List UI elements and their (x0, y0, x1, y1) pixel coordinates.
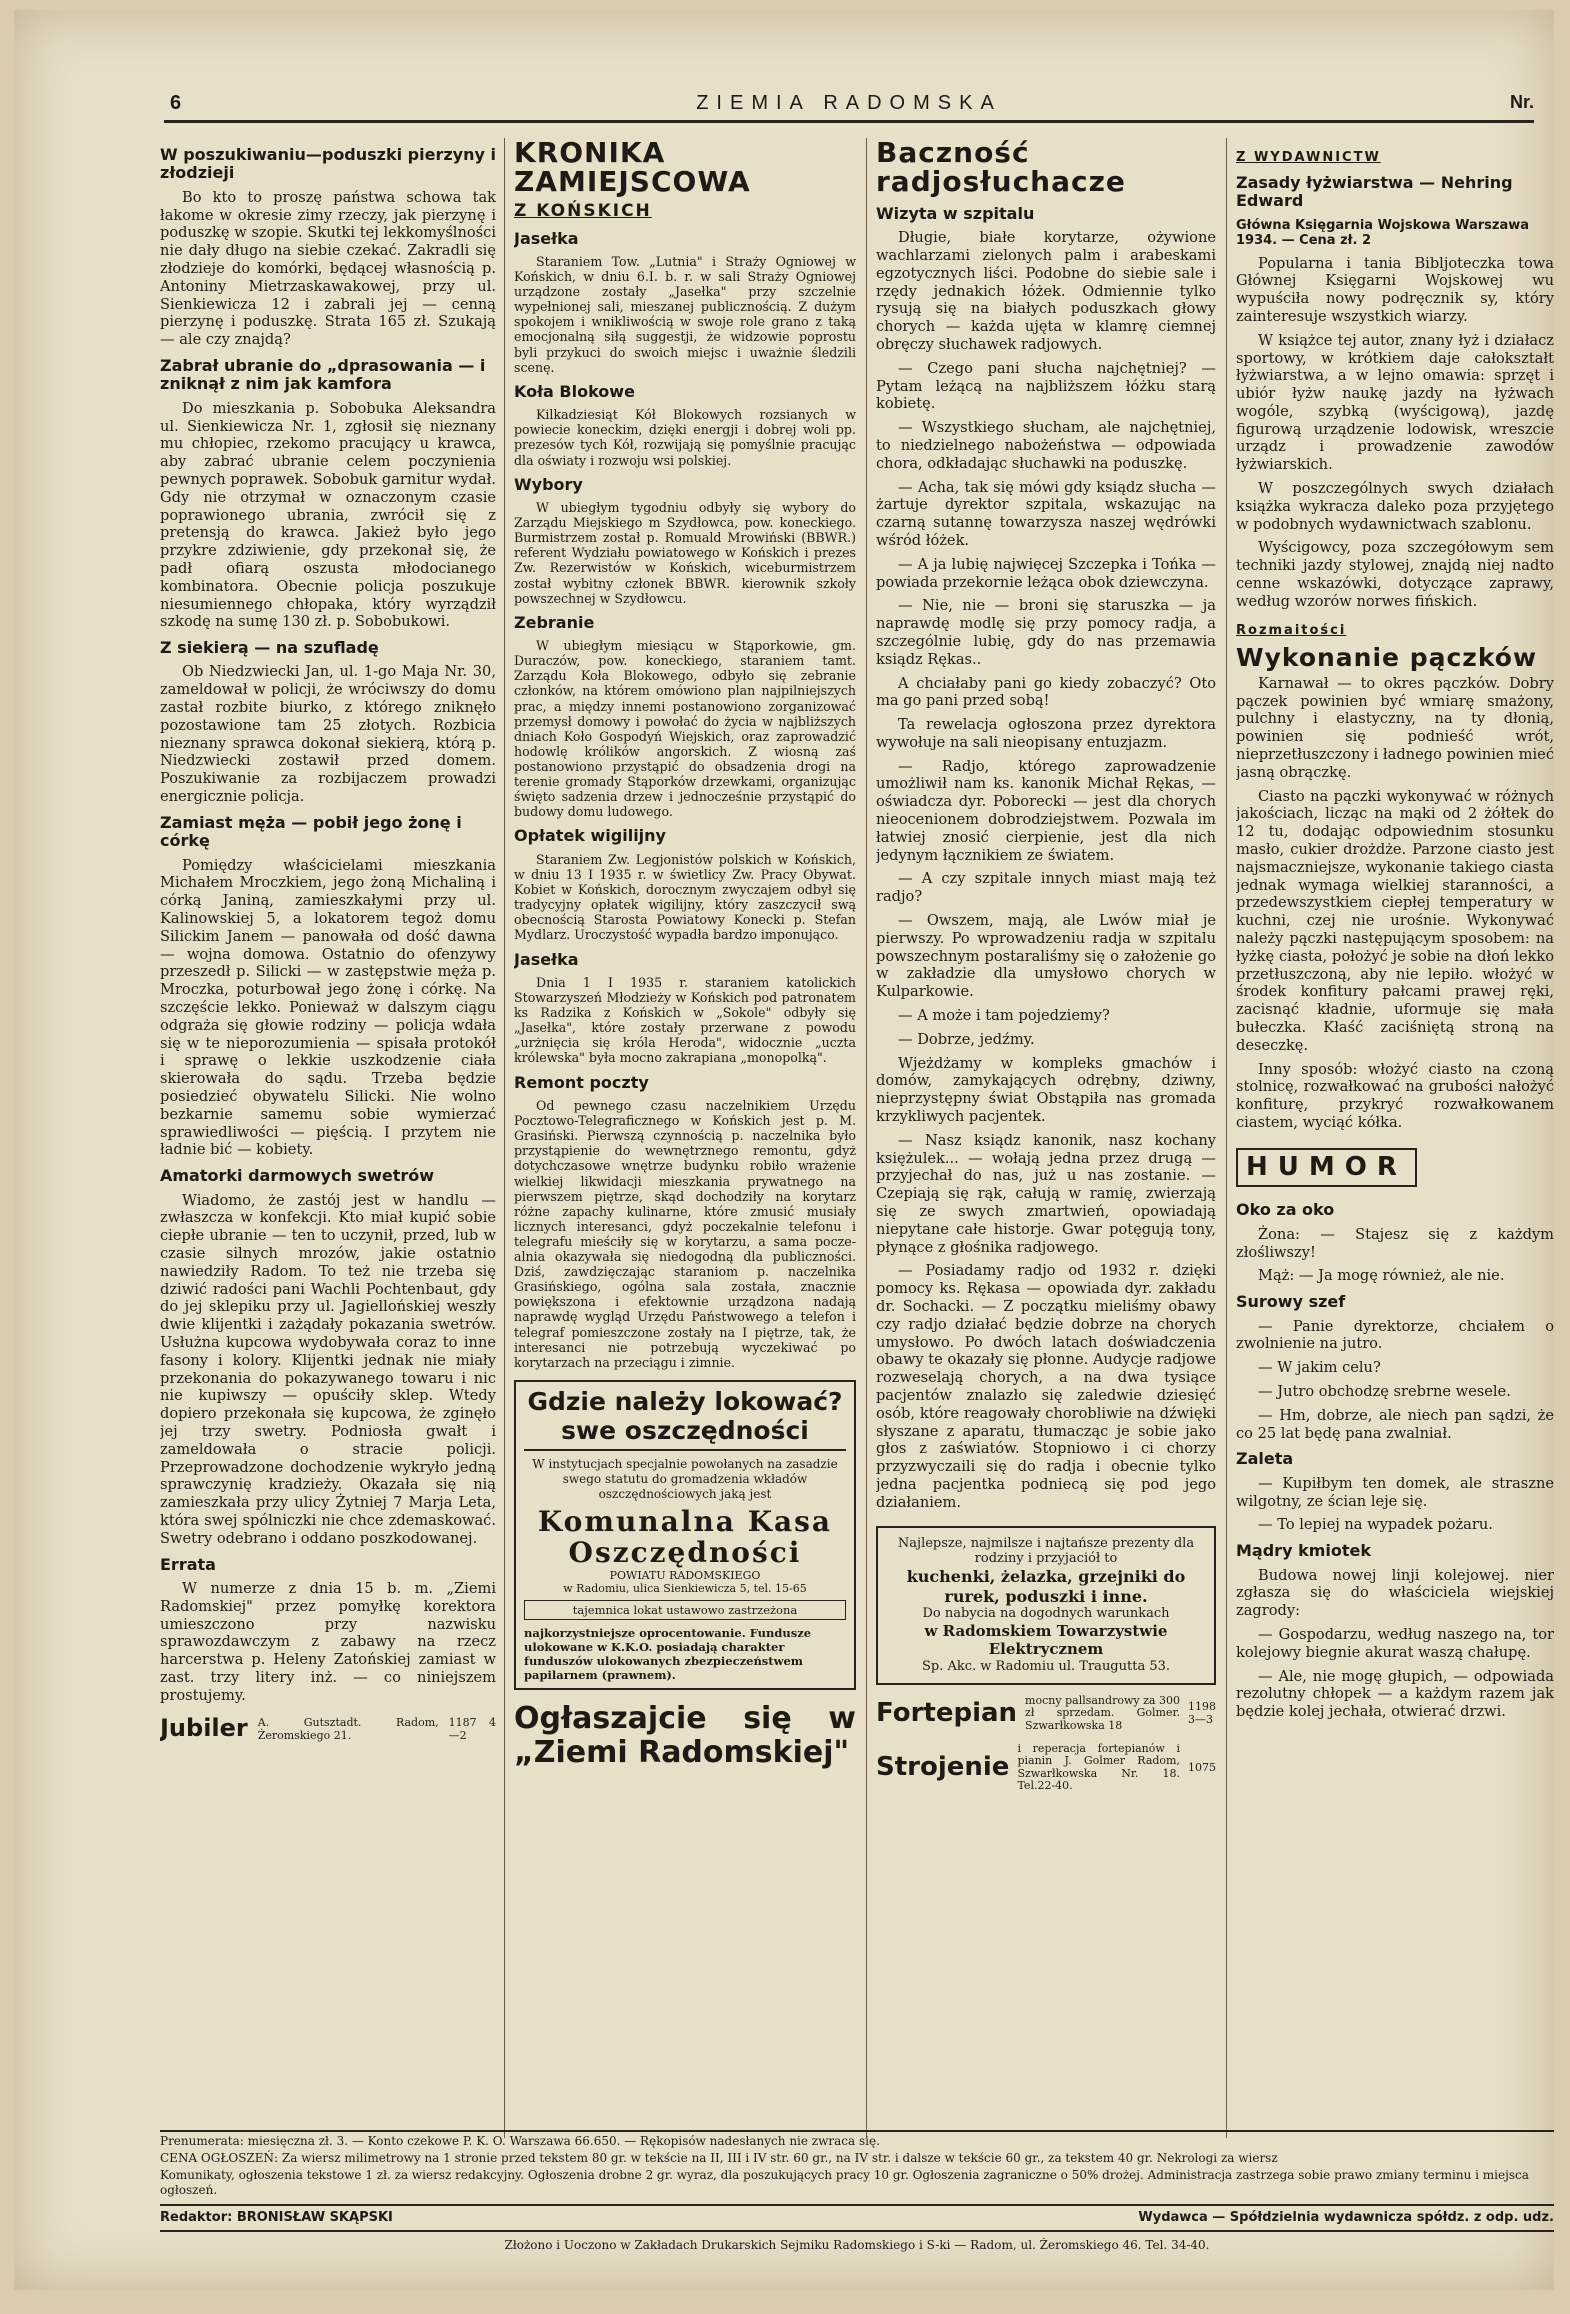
article-paragraph: Bo kto to proszę państwa schowa tak łakome w okresie zimy rzeczy, jak pierzynę i poduszkę w szopie. Skutki tej lekkomyślności nie dały długo na siebie czekać. Zakradli się złodzieje do komórki, będącej własnością p. Antoniny Mietrzaskawakowej, przy ul. Sienkiewicza 12 i zabrali jej — cenną pierzynę i poduszkę. Strata 165 zł. Szukają — ale czy znajdą? (160, 188, 496, 349)
article-paragraph: Od pewnego czasu naczelnikiem Urzędu Pocztowo-Telegraficznego w Końskich jest p. M. Grasiński. Pierwszą czynnością p. naczelnika było przystąpienie do wewnętrznego remontu, gdyż dotychczasowe wnętrze budynku robiło wrażenie wielkiej likwidacji mieszkania prywatnego na pierwszem piętrze, skąd dochodziły na korytarz różne zapachy kulinarne, które zmusić musiały licznych interesanci, gdyż poczekalnie telefonu i telegrafu mieściły się w korytarzu, a sama pocze-alnia okazywała się niedogodną dla publiczności. Dziś, zawdzięczając staraniom p. naczelnika Grasińskiego, ogólna sala została, znacznie powiększona i efektownie urządzona nadają naprawdę wygląd Urzędu Państwowego a telefon i telegraf pomieszczone zostały na I piętrze, tak, że interesanci nie potrzebują wyczekiwać po korytarzach na przeciągu i zimnie. (514, 1097, 856, 1370)
section-title: KRONIKA ZAMIEJSCOWA (514, 138, 751, 199)
column-rule (504, 138, 505, 2138)
ad-headline: Gdzie należy lokować? swe oszczędności (524, 1388, 846, 1452)
issue-number: Nr. (1509, 92, 1534, 112)
ad-intro: Najlepsze, najmilsze i najtańsze prezenty dla rodziny i przyjaciół to (897, 1535, 1195, 1567)
article-title: Zasady łyżwiarstwa — Nehring Edward (1236, 172, 1513, 211)
article-paragraph: — Nasz ksiądz kanonik, nasz kochany księżulek... — wołają jedna przez drugą — przyjechał do nas, już u nas zostanie. — Czepiają się rąk, całują w ramię, zwierzają się ze swych zmartwień, opowiadają niepytane całe historje. Gwar potęgują tony, płynące z głośnika radjowego. (876, 1131, 1216, 1256)
article-title: Remont poczty (514, 1072, 649, 1092)
article-paragraph: Staraniem Tow. „Lutnia" i Straży Ogniowej w Końskich, w dniu 6.I. b. r. w sali Straży Ogniowej urządzone zostały „Jasełka" przy szczelnie wypełnionej sali, mieszanej publicznością. Z dużym spokojem i wnikliwością w swoje role grano z taką emocjonalną siłą suggestji, że widzowie poprostu byli przykuci do swoich miejsc i uważnie śledzili scenę. (514, 253, 856, 375)
article-paragraph: — Acha, tak się mówi gdy ksiądz słucha — żartuje dyrektor szpitala, wskazując na czarną sutannę towarzysza naszej wędrówki wśród łóżek. (876, 478, 1216, 549)
article-paragraph: Dnia 1 I 1935 r. staraniem katolickich Stowarzyszeń Młodzieży w Końskich pod patronatem ks Radzika z Końskich w „Sokole" odbyły się „Jasełka", które zostały przerwane z powodu „urżnięcia się króla Heroda", widocznie „uczta królewska" była mocno zakrapiana „monopolką". (514, 974, 856, 1066)
joke-line: — Gospodarzu, według naszego na, tor kolejowy biegnie akurat waszą chałupę. (1236, 1625, 1554, 1661)
bank-name: Komunalna Kasa Oszczędności (537, 1505, 833, 1570)
article-paragraph: — Nie, nie — broni się staruszka — ja naprawdę modlę się przy pomocy radja, a szczególnie lubię, gdy do nas przemawia ksiądz Rękas.. (876, 597, 1216, 668)
page-number: 6 (170, 92, 182, 114)
article-title: Opłatek wigilijny (514, 826, 666, 846)
joke-title: Surowy szef (1236, 1292, 1346, 1312)
article-paragraph: W ubiegłym tygodniu odbyły się wybory do Zarządu Miejskiego m Szydłowca, pow. koneckiego. Burmistrzem został p. Romuald Mrowiński (BBWR.) referent Wydziału powiatowego w Końskich i prezes Zw. Rezerwistów w Końskich, wiceburmistrzem został wybitny członek BBWR. kierownik szkoły powszechnej w Szydłowcu. (514, 500, 856, 606)
newspaper-page (14, 10, 1554, 2290)
joke-line: — W jakim celu? (1258, 1359, 1381, 1377)
ad-ref: 1187 4—2 (448, 1715, 496, 1743)
article-title: Wykonanie pączków (1236, 642, 1538, 672)
publisher: Wydawca — Spółdzielnia wydawnicza spółdz. z odp. udz. (1138, 2210, 1554, 2225)
bank-ad (514, 1380, 856, 1690)
article-paragraph: Karnawał — to okres pączków. Dobry pączek powinien być wmiarę smażony, pulchny i elastyczny, na ty dłonią, powinien się podnieść wrót, nieprzetłuszczony i ładnego powinien mieć jasną obrączkę. (1236, 674, 1554, 781)
bank-sub: POWIATU RADOMSKIEGO (609, 1568, 761, 1582)
editor: Redaktor: BRONISŁAW SKĄPSKI (160, 2210, 393, 2225)
article-paragraph: — Dobrze, jedźmy. (898, 1030, 1035, 1048)
article-paragraph: — A ja lubię najwięcej Szczepka i Tońka — powiada przekornie leżąca obok dziewczyna. (876, 555, 1216, 591)
article-paragraph: Popularna i tania Bibljoteczka towa Głównej Księgarni Wojskowej wu wypuściła nowy podręcznik sy, który zainteresuje wszystkich wiarzy. (1236, 254, 1554, 325)
ad-word: Strojenie (876, 1751, 1010, 1782)
article-paragraph: W poszczególnych swych działach książka wykracza daleko poza przyjętego w podobnych wydawnictwach szablonu. (1236, 480, 1554, 533)
article-title: Jasełka (514, 228, 579, 248)
joke-line: — Ale, nie mogę głupich, — odpowiada rezolutny chłopek — a każdym razem jak będzie kolej jechała, otwierać drzwi. (1236, 1667, 1554, 1721)
ad-ref: 1198 3—3 (1188, 1699, 1216, 1726)
joke-line: — Panie dyrektorze, chciałem o zwolnienie na jutro. (1236, 1317, 1554, 1353)
humor-header: HUMOR (1236, 1148, 1417, 1188)
article-title: Amatorki darmowych swetrów (160, 1166, 435, 1186)
article-paragraph: Wjeżdżamy w kompleks gmachów i domów, zamykających odrębny, dziwny, nieprzystępny świat Obstąpiła nas gromada krzykliwych pacjentek. (876, 1054, 1216, 1126)
joke-line: Mąż: — Ja mogę również, ale nie. (1258, 1267, 1505, 1285)
joke-line: — To lepiej na wypadek pożaru. (1258, 1516, 1493, 1534)
article-paragraph: Wyścigowcy, poza szczegółowym sem techniki jazdy stylowej, znajdą niej nadto cenne wskazówki, dotyczące zaprawy, według wzorów norwes fińskich. (1236, 539, 1554, 610)
section-label: Rozmaitości (1236, 622, 1347, 638)
ad-goods: kuchenki, żelazka, grzejniki do rurek, poduszki i inne. (906, 1567, 1186, 1606)
article-title: Wybory (514, 474, 583, 494)
fortepian-ad (876, 1695, 1216, 1733)
article-title: Koła Blokowe (514, 381, 635, 401)
publication-info: Główna Księgarnia Wojskowa Warszawa 1934. — Cena zł. 2 (1236, 217, 1530, 248)
ad-terms: Do nabycia na dogodnych warunkach (922, 1606, 1170, 1622)
article-paragraph: Ta rewelacja ogłoszona przez dyrektora wywołuje na sali nieopisany entuzjazm. (876, 716, 1216, 751)
article-paragraph: Długie, białe korytarze, ożywione wachlarzami zielonych palm i arabeskami egzotycznych liści. Podobne do siebie sale i rzędy jednakich łóżek. Odmiennie tylko rysują się na białych poduszkach głowy chorych — każda ujęta w klamrę ciemnej obręczy słuchawek radjowych. (876, 229, 1216, 353)
joke-title: Zaleta (1236, 1449, 1294, 1469)
electric-ad (876, 1526, 1216, 1685)
masthead: ZIEMIA RADOMSKA (696, 92, 1002, 114)
page-footer (160, 2130, 1554, 2253)
column-rule (866, 138, 867, 2138)
article-paragraph: — Owszem, mają, ale Lwów miał je pierwszy. Po wprowadzeniu radja w szpitalu powszechnym postaraliśmy się o założenie go w zakładzie dla umysłowo chorych w Kulparkowie. (876, 912, 1216, 1001)
footer-ad-prices: CENA OGŁOSZEŃ: Za wiersz milimetrowy na 1 stronie przed tekstem 80 gr. w tekście na II, III i IV str. 60 gr., na IV str. i dalsze w tekście 60 gr., za tekstem 40 gr. Nekrologi za wiersz (160, 2151, 1278, 2165)
ad-word: Jubiler (160, 1714, 248, 1743)
advertise-call: Ogłaszajcie się w „Ziemi Radomskiej" (514, 1700, 856, 1771)
article-paragraph: — Wszystkiego słucham, ale najchętniej, to niedzielnego nabożeństwa — odpowiada chora, odkładając słuchawki na poduszkę. (876, 419, 1216, 472)
ad-word: Fortepian (876, 1697, 1018, 1728)
article-paragraph: — Radjo, którego zaprowadzenie umożliwił nam ks. kanonik Michał Rękas, — oświadcza dyr. Poborecki — jest dla chorych nieocenionem dobrodziejstwem. Pozwala im łatwiej znosić cierpienie, jest dla nich jedynym łącznikiem ze światem. (876, 757, 1216, 864)
section-label: Z WYDAWNICTW (1236, 150, 1381, 165)
article-title: Z siekierą — na szufladę (160, 638, 379, 658)
joke-line: — Kupiłbym ten domek, ale straszne wilgotny, ze ścian leje się. (1236, 1474, 1554, 1510)
article-paragraph: Pomiędzy właścicielami mieszkania Michałem Mroczkiem, jego żoną Michaliną i córką Janiną, zamieszkałymi przy ul. Kalinowskiej 5, a lokatorem tegoż domu Silickim Janem — panowała od dość dawna — wojna domowa. Ostatnio do ofenzywy przeszedł p. Silicki — w zastępstwie męża p. Mroczka, poturbował jego żonę i córkę. Na szczęście lekko. Ponieważ w dalszym ciągu odgraża się głowie rodziny — policja wdała się w te nieporozumienia — spisała protokół i sprawę o lekkie uszkodzenie ciała skierowała do sądu. Trzeba będzie posiedzieć obywatelu Silicki. Nie wolno bezkarnie samemu sobie wymierzać sprawiedliwości — pięścią. I przytem nie ładnie bić — kobiety. (160, 856, 496, 1159)
article-paragraph: W ubiegłym miesiącu w Stąporkowie, gm. Duraczów, pow. koneckiego, staraniem tamt. Zarządu Koła Blokowego, odbyło się zebranie członków, na którem omówiono plan najpilniejszych prac, a między innemi postanowiono zorganizować przemysł domowy i powołać do życia w najbliższych dniach Koło Gospodyń Wiejskich, oraz zaprowadzić hodowlę królików angorskich. Z wiosną zaś postanowiono przystąpić do obsadzenia drogi na terenie gromady Stąporków drzewkami, organizując święto sadzenia drzew i jednocześnie przystąpić do budowy domu ludowego. (514, 638, 856, 820)
article-paragraph: Ciasto na pączki wykonywać w różnych jakościach, licząc na mąki od 2 żółtek do 12 tu, dodając odpowiednim stosunku masło, cukier drożdże. Parzone ciasto jest najsmaczniejsze, wykonanie takiego ciasta jednak wymaga wielkiej staranności, a przedewszystkiem ciepłej temperatury w kuchni, czej nie urośnie. Wykonywać należy pączki następującym sposobem: na łyżkę ciasta, położyć je sobie na dłoń lekko przetłuszczoną, aby nie lepiło. włożyć w środek konfitury pałcami prawej ręki, zacisnąć kładnie, uformuje się mała bułeczka. Kłaść zaciśniętą stroną na deseczkę. (1236, 787, 1554, 1054)
joke-line: Żona: — Stajesz się z każdym złośliwszy! (1236, 1225, 1554, 1261)
joke-line: — Hm, dobrze, ale niech pan sądzi, że co 25 lat będę pana zwalniał. (1236, 1406, 1554, 1442)
bank-note: tajemnica lokat ustawowo zastrzeżona (524, 1600, 846, 1620)
column-4 (1236, 138, 1554, 2118)
article-title: Errata (160, 1554, 216, 1574)
footer-subscription: Prenumerata: miesięczna zł. 3. — Konto czekowe P. K. O. Warszawa 66.650. — Rękopisów nadesłanych nie zwraca się. (160, 2134, 880, 2148)
ad-intro: W instytucjach specjalnie powołanych na zasadzie swego statutu do gromadzenia wkładów oszczędnościowych jaką jest (532, 1457, 838, 1501)
ad-details: A. Gutsztadt. Radom, Żeromskiego 21. (257, 1715, 439, 1743)
ad-ref: 1075 (1188, 1760, 1216, 1774)
article-paragraph: Staraniem Zw. Legjonistów polskich w Końskich, w dniu 13 I 1935 r. w świetlicy Zw. Pracy Obywat. Kobiet w Końskich, dorocznym zwyczajem odbył się tradycyjny opłatek wigilijny, który zaszczycił swą obecnością Starosta Powiatowy Konecki p. Stefan Mydlarz. Uroczystość wypadła bardzo imponująco. (514, 851, 856, 943)
ad-details: mocny pallsandrowy za 300 zł sprzedam. Golmer. Szwarłkowska 18 (1025, 1693, 1180, 1732)
article-paragraph: Kilkadziesiąt Kół Blokowych rozsianych w powiecie koneckim, dzięki energji i dobrej woli pp. prezesów tych Kół, rozwijają się pomyślnie pracując dla oświaty i rozwoju wsi polskiej. (514, 407, 856, 468)
jubiler-ad (160, 1714, 496, 1743)
article-title: Wizyta w szpitalu (876, 203, 1035, 223)
section-subtitle: Z KOŃSKICH (514, 200, 652, 221)
article-paragraph: Wiadomo, że zastój jest w handlu — zwłaszcza w konfekcji. Kto miał kupić sobie ciepłe ubranie — ten to uczynił, przed, lub w czasie silnych mrozów, jakie ostatnio nawiedziły Radom. To też nie trzeba się dziwić radości pani Wachli Pochtenbaut, gdy do jej sklepiku przy ul. Jagiellońskiej weszły dwie klijentki i zażądały pokazania swetrów. Usłużna kupcowa wydobywała coraz to inne fasony i kolory. Klijentki jednak nie miały przekonania do pokazywanego towaru i nic nie kupiwszy — opuściły sklep. Wtedy dopiero przekonała się kupcowa, że zginęło jej trzy swetry. Podniosła gwałt i zameldowała o stracie policji. Przeprowadzone dochodzenie wykryło jedną sprawczynię kradzieży. Okazała się nią zamieszkała przy ulicy Żytniej 7 Marja Leta, która swej spólniczki nie chce zdemaskować. Swetry odebrano i oddano poszkodowanej. (160, 1191, 496, 1547)
news-items (514, 230, 856, 1370)
article-paragraph: — Czego pani słucha najchętniej? — Pytam leżącą na najbliższem łóżku starą kobietę. (876, 359, 1216, 413)
article-paragraph: — A czy szpitale innych miast mają też radjo? (876, 870, 1216, 906)
page-header (164, 92, 1534, 123)
joke-line: — Jutro obchodzę srebrne wesele. (1258, 1382, 1511, 1400)
article-paragraph: W książce tej autor, znany łyż i działacz sportowy, w krótkiem daje całokształt łyżwiarstwa, a w lejno omawia: sprzęt i ubiór łyżw naukę jazdy na łyżwach wogóle, szybką (wyścigową), jazdę figurową urządzenie lodowisk, wreszcie urządz i prowadzenie zawodów łyżwiarskich. (1236, 331, 1554, 474)
joke-line: Budowa nowej linji kolejowej. nier zgłasza się do właściciela wiejskiej zagrody: (1236, 1566, 1554, 1620)
article-title: Zabrał ubranie do „dprasowania — i zniknął z nim jak kamfora (160, 355, 486, 394)
article-paragraph: Inny sposób: włożyć ciasto na czoną stolnicę, rozwałkować na grubości nałożyć konfiturę, przykryć rozwałkowanem ciastem, wyciąć kółka. (1236, 1060, 1554, 1131)
article-title: Jasełka (514, 949, 579, 969)
joke-title: Oko za oko (1236, 1200, 1335, 1220)
ad-firm: w Radomskiem Towarzystwie Elektrycznem (924, 1622, 1168, 1659)
article-paragraph: A chciałaby pani go kiedy zobaczyć? Oto ma go pani przed sobą! (876, 674, 1216, 710)
section-title: Baczność radjosłuchacze (876, 138, 1126, 199)
footer-ad-notes: Komunikaty, ogłoszenia tekstowe 1 zł. za wiersz redakcyjny. Ogłoszenia drobne 2 gr. wyraz, dla poszukujących pracy 10 gr. Ogłoszenia zagraniczne o 50% drożej. Administracja zastrzega sobie prawo zmiany terminu i miejsca ogłoszeń. (160, 2168, 1529, 2197)
article-title: Zamiast męża — pobił jego żonę i córkę (160, 812, 462, 851)
editor-line (160, 2204, 1554, 2232)
article-title: W poszukiwaniu—poduszki pierzyny i złodzieji (160, 145, 496, 183)
article-paragraph: — Posiadamy radjo od 1932 r. dzięki pomocy ks. Rękasa — opowiada dyr. zakładu dr. Sochacki. — Z początku mieliśmy obawy czy radjo działać będzie dobrze na chorych umysłowo. Po dwóch latach doświadczenia obawy te okazały się płonne. Audycje radjowe rozweselają chorych, a na dwa tysiące pacjentów znalazło się zaledwie dziesięć osób, które reagowały chorobliwie na dźwięki słyszane z aparatu, tłumacząc je sobie jako głos z zaświatów. Stopniowo i ci chorzy przyzwyczaili się do radja i obecnie tylko jedna pacjentka podniecą się pod jego działaniem. (876, 1262, 1216, 1511)
bank-benefit: najkorzystniejsze oprocentowanie. Fundusze ulokowane w K.K.O. posiadają charakter funduszów ulokowanych zbezpieczeństwem papilarnem (prawnem). (524, 1625, 812, 1682)
column-rule (1226, 138, 1227, 2138)
bank-address: w Radomiu, ulica Sienkiewicza 5, tel. 15-65 (563, 1582, 807, 1596)
article-paragraph: Do mieszkania p. Sobobuka Aleksandra ul. Sienkiewicza Nr. 1, zgłosił się nieznany mu chłopiec, rzekomo pracujący u krawca, aby zabrać ubranie celem poczynienia pewnych poprawek. Sobobuk garnitur wydał. Gdy nie otrzymał w oznaczonym czasie poprawionego ubrania, zwrócił się z pretensją do krawca. Jakież było jego przykre zdziwienie, gdy przekonał się, że padł ofiarą oszusta młodocianego kombinatora. Obecnie policja poszukuje niesumiennego chłopaka, który wyrządził szkodę na sumę 130 zł. p. Sobobukowi. (160, 399, 496, 631)
article-paragraph: — A może i tam pojedziemy? (898, 1007, 1110, 1025)
column-2 (514, 138, 856, 2118)
ad-details: i reperacja fortepianów i pianin J. Golmer Radom, Szwarłkowska Nr. 18. Tel.22-40. (1017, 1741, 1180, 1793)
article-paragraph: W numerze z dnia 15 b. m. „Ziemi Radomskiej" przez pomyłkę korektora umieszczono przy nazwisku sprawozdawczym z zabawy na rzecz harcerstwa p. Heleny Zatońskiej zamiast w zast. trzy litery inż. — co niniejszem prostujemy. (160, 1579, 496, 1704)
printer-line: Złożono i Uoczono w Zakładach Drukarskich Sejmiku Radomskiego i S-ki — Radom, ul. Żeromskiego 46. Tel. 34-40. (504, 2238, 1210, 2253)
article-title: Zebranie (514, 612, 595, 632)
strojenie-ad (876, 1743, 1216, 1794)
joke-title: Mądry kmiotek (1236, 1541, 1371, 1561)
article-paragraph: Ob Niedzwiecki Jan, ul. 1-go Maja Nr. 30, zameldował w policji, że wróciwszy do domu zastał rozbite biurko, z którego zniknęło pozostawione tam 25 złotych. Rozbicia nieznany sprawca dokonał siekierą, którą p. Niedzwiecki zostawił przed domem. Poszukiwanie za rozbijaczem prowadzi energicznie policja. (160, 663, 496, 806)
column-1 (160, 138, 496, 2118)
column-3 (876, 138, 1216, 2118)
ad-sub: Sp. Akc. w Radomiu ul. Traugutta 53. (921, 1658, 1171, 1674)
